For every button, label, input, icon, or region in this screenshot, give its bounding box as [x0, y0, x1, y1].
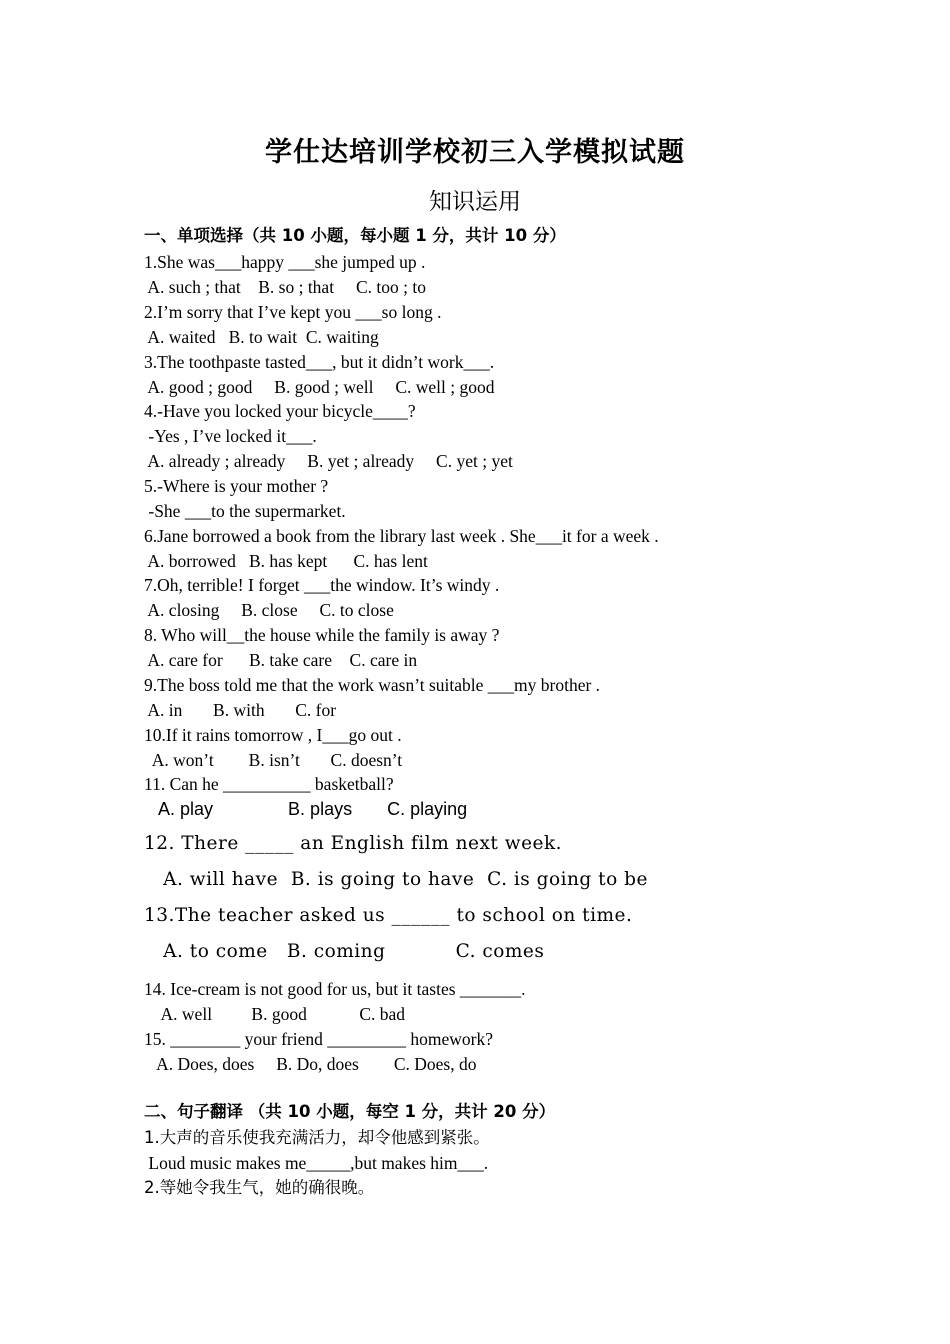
question-12-options: A. will have B. is going to have C. is going to be: [144, 869, 648, 890]
question-line: 1.She was___happy ___she jumped up .: [144, 252, 426, 272]
question-12: 12. There _____ an English film next week.: [144, 833, 563, 854]
question-line: 2.I’m sorry that I’ve kept you ___so long .: [144, 302, 442, 322]
translation-question-2: 2.等她令我生气，她的确很晚。: [144, 1178, 375, 1197]
question-11: 11. Can he __________ basketball?: [144, 774, 394, 794]
translation-question-1: 1.大声的音乐使我充满活力，却令他感到紧张。: [144, 1128, 490, 1147]
question-15: 15. ________ your friend _________ homework?: [144, 1029, 493, 1049]
question-line: -Yes , I’ve locked it___.: [144, 426, 317, 446]
exam-subtitle: 知识运用: [429, 189, 521, 215]
question-14-options: A. well B. good C. bad: [144, 1004, 406, 1024]
question-line: 5.-Where is your mother ?: [144, 476, 329, 496]
options-line: A. borrowed B. has kept C. has lent: [144, 551, 428, 571]
options-line: A. in B. with C. for: [144, 700, 337, 720]
question-line: 6.Jane borrowed a book from the library last week . She___it for a week .: [144, 526, 659, 546]
question-11-options: A. play B. plays C. playing: [144, 799, 468, 819]
question-line: 7.Oh, terrible! I forget ___the window. It’s windy .: [144, 575, 500, 595]
question-line: 9.The boss told me that the work wasn’t suitable ___my brother .: [144, 675, 601, 695]
question-line: -She ___to the supermarket.: [144, 501, 346, 521]
options-line: A. care for B. take care C. care in: [144, 650, 418, 670]
section2-heading: 二、句子翻译 （共 10 小题，每空 1 分，共计 20 分）: [144, 1102, 556, 1121]
question-13: 13.The teacher asked us ______ to school on time.: [144, 905, 633, 926]
options-line: A. such ; that B. so ; that C. too ; to: [144, 277, 426, 297]
question-line: 10.If it rains tomorrow , I___go out .: [144, 725, 402, 745]
question-line: 4.-Have you locked your bicycle____?: [144, 401, 416, 421]
question-line: 8. Who will__the house while the family is away ?: [144, 625, 500, 645]
question-14: 14. Ice-cream is not good for us, but it tastes _______.: [144, 979, 526, 999]
question-13-options: A. to come B. coming C. comes: [144, 941, 545, 962]
options-line: A. closing B. close C. to close: [144, 600, 394, 620]
section1-heading: 一、单项选择（共 10 小题，每小题 1 分，共计 10 分）: [144, 226, 566, 245]
options-line: A. good ; good B. good ; well C. well ; good: [144, 377, 495, 397]
options-line: A. waited B. to wait C. waiting: [144, 327, 379, 347]
question-line: 3.The toothpaste tasted___, but it didn’t work___.: [144, 352, 495, 372]
options-line: A. won’t B. isn’t C. doesn’t: [144, 750, 403, 770]
question-15-options: A. Does, does B. Do, does C. Does, do: [144, 1054, 477, 1074]
exam-title: 学仕达培训学校初三入学模拟试题: [265, 137, 685, 168]
options-line: A. already ; already B. yet ; already C. yet ; yet: [144, 451, 513, 471]
translation-answer-1: Loud music makes me_____,but makes him___.: [144, 1153, 489, 1173]
